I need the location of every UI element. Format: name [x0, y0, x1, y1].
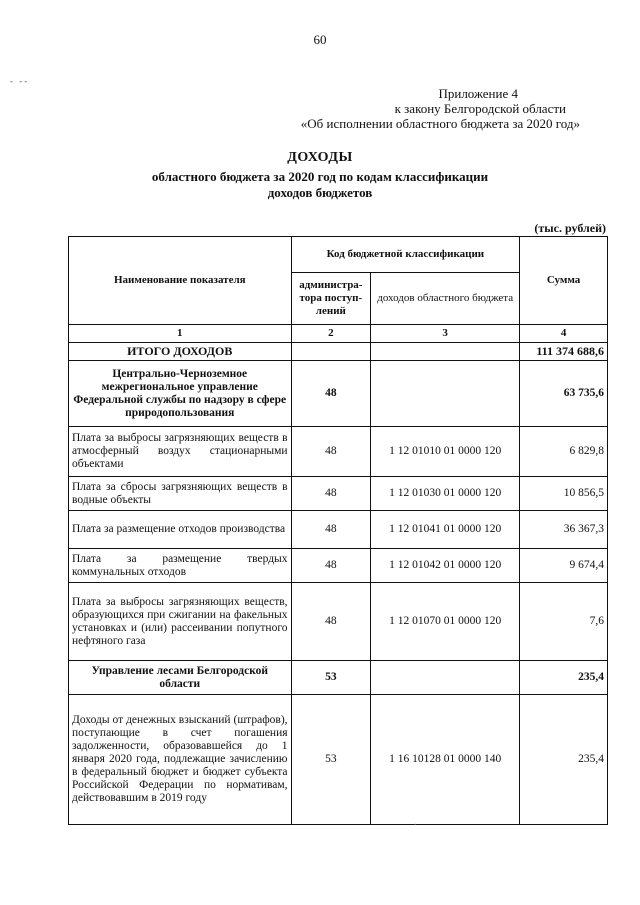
row-administrator-code: 48	[291, 477, 371, 511]
row-revenue-code: 1 12 01041 01 0000 120	[371, 511, 520, 549]
column-number: 4	[520, 325, 608, 343]
total-row	[69, 343, 608, 361]
column-number-row	[69, 325, 608, 343]
row-name: Доходы от денежных взысканий (штрафов), поступающие в счет погашения задолженности, образовавшейся до 1 января 2020 года, подлежащие зачислению в федеральный бюджет и бюджет субъекта Российской Федерации по нормативам, действовавшим в 2019 году	[69, 695, 292, 825]
total-code-cell	[371, 343, 520, 361]
document-subtitle	[0, 169, 640, 201]
row-sum: 36 367,3	[520, 511, 608, 549]
revenue-row	[69, 583, 608, 661]
row-administrator-code: 53	[291, 695, 371, 825]
header-revenue-code: доходов областного бюджета	[371, 273, 520, 325]
margin-mark: - --	[10, 76, 30, 86]
row-name: Плата за выбросы загрязняющих веществ, образующихся при сжигании на факельных установках и (или) рассеивании попутного нефтяного газа	[69, 583, 292, 661]
row-name: Плата за выбросы загрязняющих веществ в атмосферный воздух стационарными объектами	[69, 427, 292, 477]
total-sum: 111 374 688,6	[520, 343, 608, 361]
header-administrator: администра-тора поступ-лений	[291, 273, 371, 325]
column-number: 3	[371, 325, 520, 343]
header-name: Наименование показателя	[69, 237, 292, 325]
row-revenue-code: 1 12 01030 01 0000 120	[371, 477, 520, 511]
appendix-line-2: к закону Белгородской области	[394, 101, 566, 116]
row-revenue-code: 1 12 01010 01 0000 120	[371, 427, 520, 477]
revenue-row	[69, 477, 608, 511]
row-revenue-code: 1 12 01042 01 0000 120	[371, 549, 520, 583]
row-administrator-code: 48	[291, 549, 371, 583]
page-number: 60	[313, 32, 327, 47]
department-row	[69, 361, 608, 427]
row-administrator-code: 48	[291, 583, 371, 661]
row-revenue-code: 1 16 10128 01 0000 140	[371, 695, 520, 825]
row-sum: 6 829,8	[520, 427, 608, 477]
row-sum: 7,6	[520, 583, 608, 661]
unit-label: (тыс. рублей)	[534, 221, 606, 235]
document-title: ДОХОДЫ	[287, 150, 353, 165]
row-sum: 235,4	[520, 661, 608, 695]
column-number: 1	[69, 325, 292, 343]
header-sum: Сумма	[520, 237, 608, 325]
row-name: Управление лесами Белгородской области	[69, 661, 292, 695]
department-row	[69, 661, 608, 695]
row-name: Плата за размещение твердых коммунальных отходов	[69, 549, 292, 583]
revenue-table	[68, 236, 608, 825]
total-admin-cell	[291, 343, 371, 361]
subtitle-line-2: доходов бюджетов	[267, 185, 373, 200]
row-administrator-code: 48	[291, 511, 371, 549]
row-revenue-code: 1 12 01070 01 0000 120	[371, 583, 520, 661]
row-name: Плата за размещение отходов производства	[69, 511, 292, 549]
row-sum: 9 674,4	[520, 549, 608, 583]
appendix-line-1: Приложение 4	[438, 86, 518, 101]
row-sum: 63 735,6	[520, 361, 608, 427]
row-revenue-code	[371, 661, 520, 695]
revenue-row	[69, 695, 608, 825]
row-administrator-code: 48	[291, 427, 371, 477]
row-administrator-code: 53	[291, 661, 371, 695]
subtitle-line-1: областного бюджета за 2020 год по кодам классификации	[151, 169, 489, 184]
column-number: 2	[291, 325, 371, 343]
appendix-header	[301, 86, 580, 131]
appendix-line-3: «Об исполнении областного бюджета за 2020 год»	[300, 116, 580, 131]
revenue-row	[69, 511, 608, 549]
scan-artifact: .	[414, 817, 417, 828]
row-sum: 235,4	[520, 695, 608, 825]
total-label: ИТОГО ДОХОДОВ	[69, 343, 292, 361]
row-name: Центрально-Черноземное межрегиональное управление Федеральной службы по надзору в сфере природопользования	[69, 361, 292, 427]
row-name: Плата за сбросы загрязняющих веществ в водные объекты	[69, 477, 292, 511]
revenue-row	[69, 549, 608, 583]
row-sum: 10 856,5	[520, 477, 608, 511]
header-code-group: Код бюджетной классификации	[291, 237, 520, 273]
row-administrator-code: 48	[291, 361, 371, 427]
revenue-row	[69, 427, 608, 477]
row-revenue-code	[371, 361, 520, 427]
